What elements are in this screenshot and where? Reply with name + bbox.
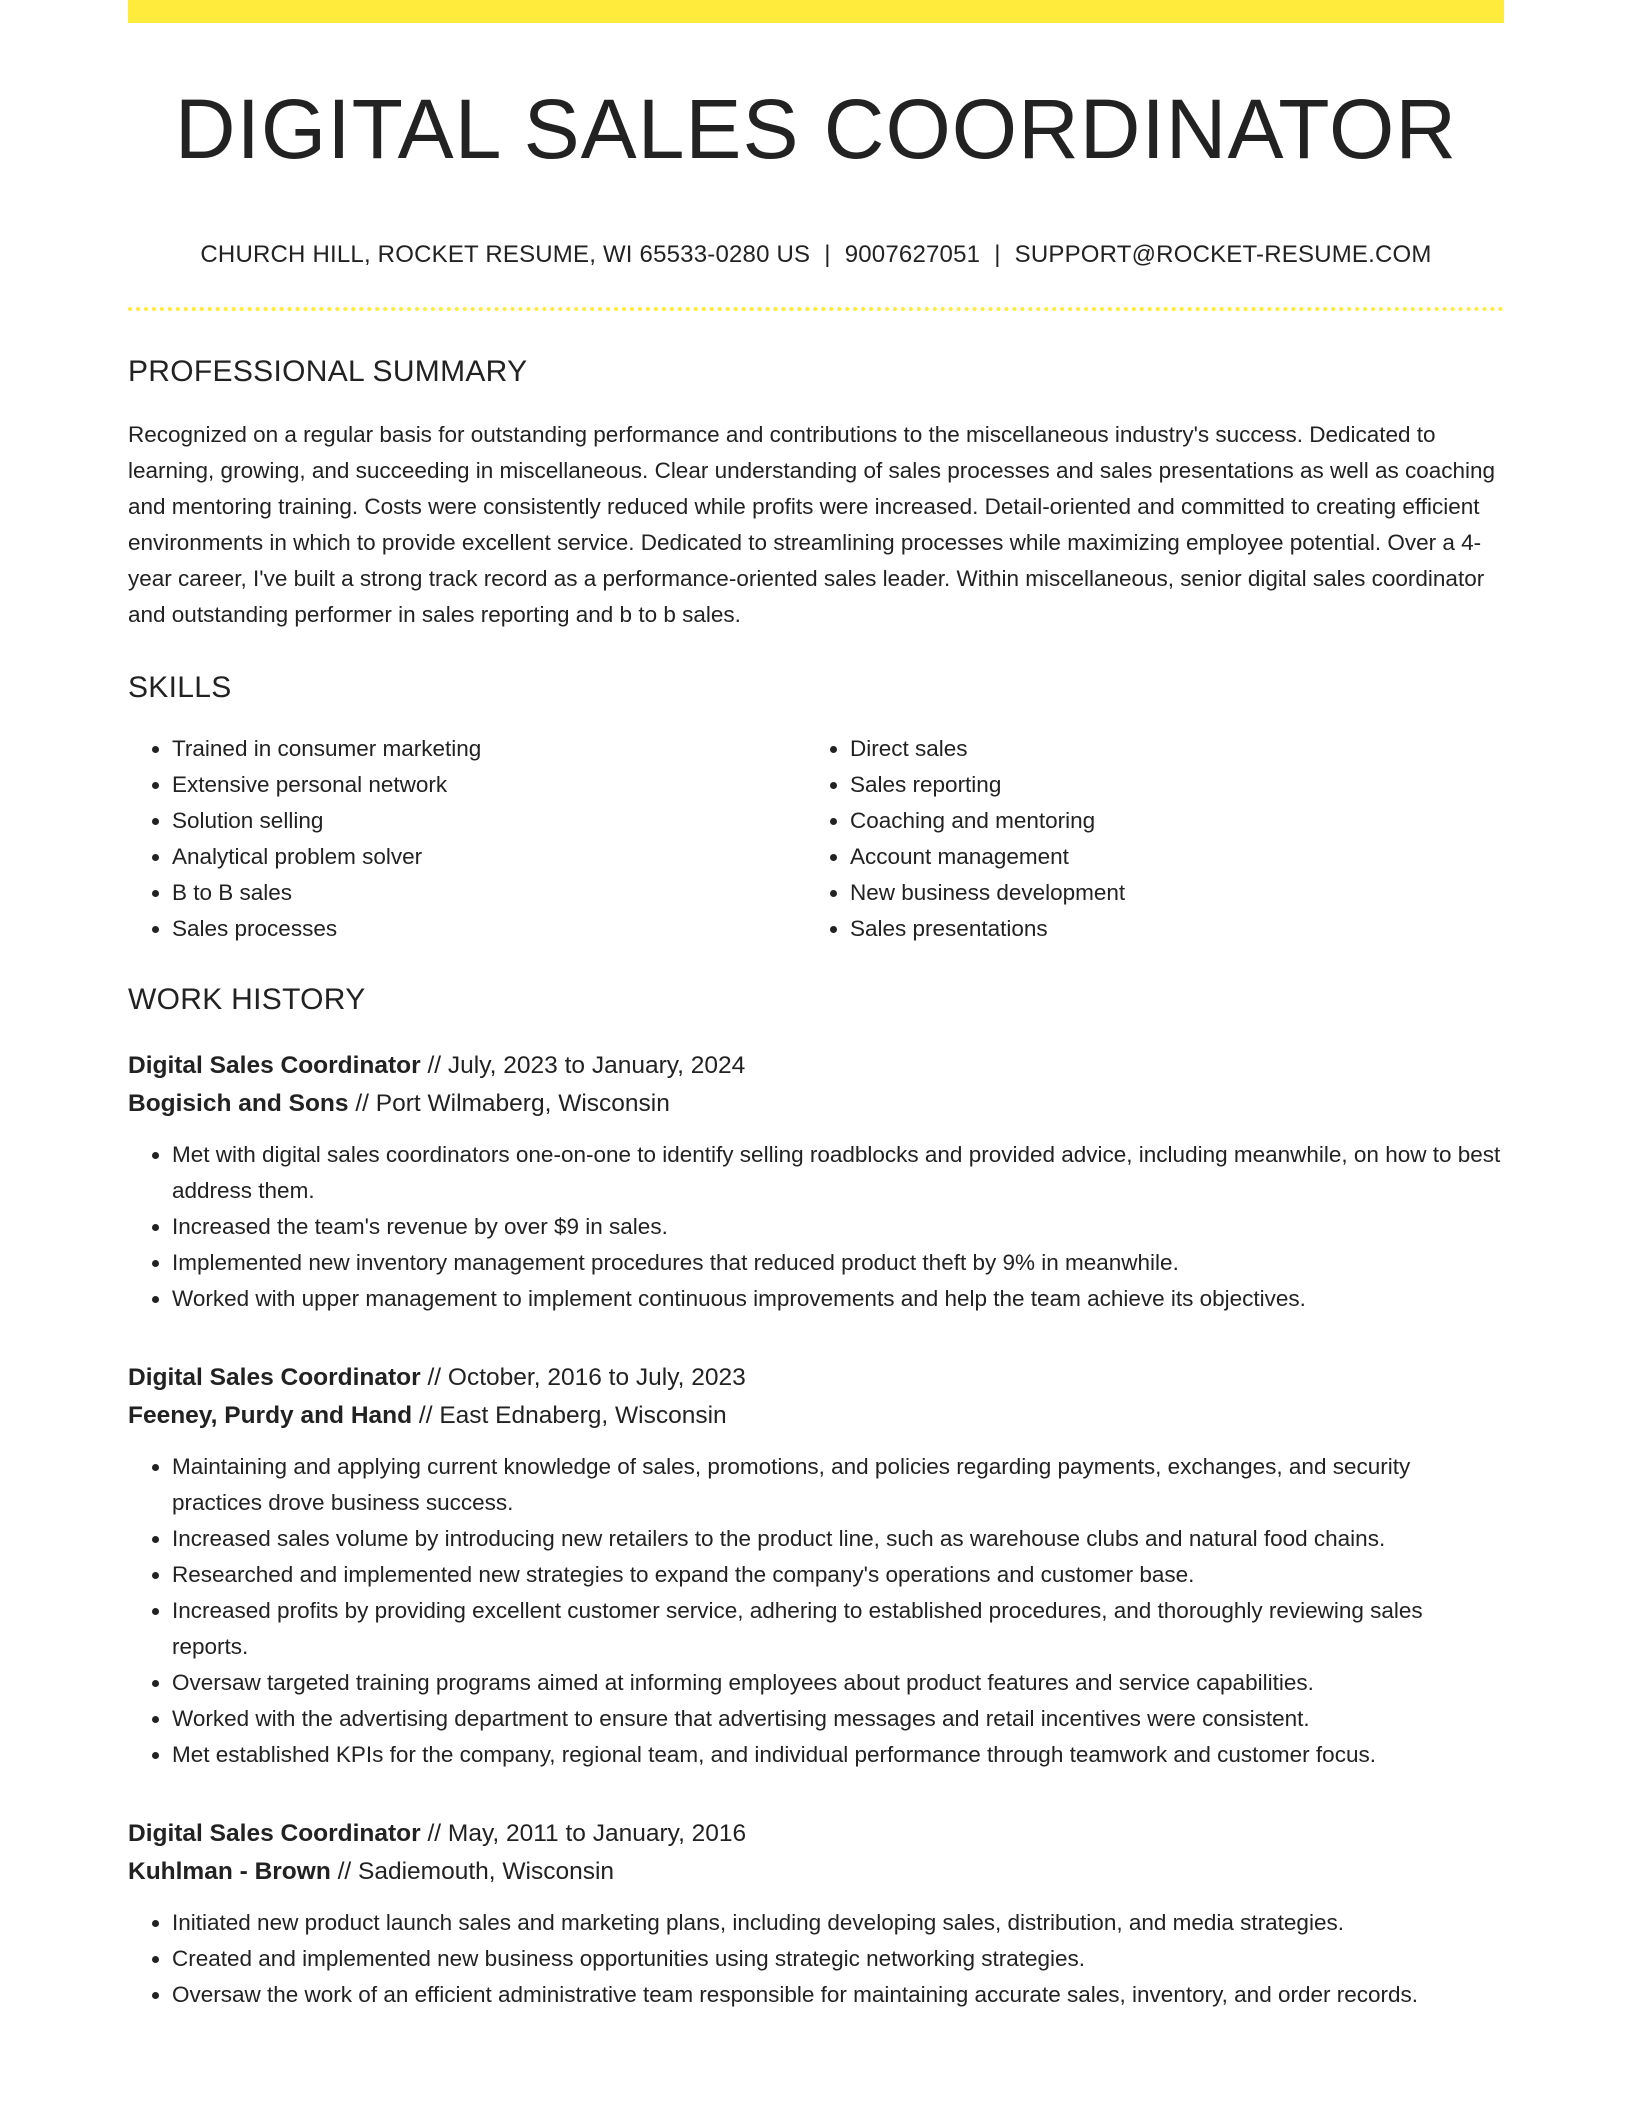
skill-item: • Solution selling [172,803,806,839]
skill-item: • B to B sales [172,875,806,911]
work-history-heading: WORK HISTORY [128,983,366,1016]
job-bullet: • Initiated new product launch sales and marketing plans, including developing sales, distribution, and media strategies. [172,1905,1504,1941]
job-bullets [128,1137,1504,1317]
job-bullet: • Oversaw targeted training programs aimed at informing employees about product features and service capabilities. [172,1665,1504,1701]
job-bullet: • Created and implemented new business opportunities using strategic networking strategies. [172,1941,1504,1977]
header-divider [128,307,1504,311]
job-company: Feeney, Purdy and Hand [128,1402,413,1429]
skill-item: • Coaching and mentoring [850,803,1484,839]
job-company-line [128,1085,1504,1123]
job-company-line [128,1397,1504,1435]
job-bullet: • Increased sales volume by introducing new retailers to the product line, such as warehouse clubs and natural food chains. [172,1521,1504,1557]
skills-right-column [806,731,1484,947]
job-title: Digital Sales Coordinator [128,1052,421,1079]
job-title-line [128,1047,1504,1085]
job-dates: // May, 2011 to January, 2016 [420,1820,747,1847]
skills-heading: SKILLS [128,671,232,704]
contact-line [128,241,1504,269]
job-title: Digital Sales Coordinator [128,1820,421,1847]
skill-item: • Trained in consumer marketing [172,731,806,767]
skill-item: • Analytical problem solver [172,839,806,875]
job-entry [128,1815,1504,2013]
job-dates: // July, 2023 to January, 2024 [420,1052,746,1079]
job-bullet: • Met established KPIs for the company, regional team, and individual performance through teamwork and customer focus. [172,1737,1504,1773]
skill-item: • Account management [850,839,1484,875]
job-title-line [128,1359,1504,1397]
resume-page [128,0,1504,2013]
skill-item: • Direct sales [850,731,1484,767]
skill-item: • Sales processes [172,911,806,947]
job-entry [128,1047,1504,1317]
job-bullet: • Worked with the advertising department to ensure that advertising messages and retail incentives were consistent. [172,1701,1504,1737]
job-title-line [128,1815,1504,1853]
job-title: Digital Sales Coordinator [128,1364,421,1391]
contact-separator: | [994,241,1001,268]
resume-title: DIGITAL SALES COORDINATOR [174,82,1458,176]
skill-item: • New business development [850,875,1484,911]
job-bullets [128,1905,1504,2013]
job-bullet: • Maintaining and applying current knowledge of sales, promotions, and policies regarding payments, exchanges, and security practices drove business success. [172,1449,1504,1521]
contact-address: CHURCH HILL, ROCKET RESUME, WI 65533-0280 US [200,241,811,268]
contact-separator: | [824,241,831,268]
job-location: // Port Wilmaberg, Wisconsin [348,1090,670,1117]
job-bullet: • Oversaw the work of an efficient administrative team responsible for maintaining accurate sales, inventory, and order records. [172,1977,1504,2013]
summary-heading: PROFESSIONAL SUMMARY [128,355,528,388]
job-entry [128,1359,1504,1773]
job-bullet: • Implemented new inventory management procedures that reduced product theft by 9% in meanwhile. [172,1245,1504,1281]
job-bullet: • Worked with upper management to implement continuous improvements and help the team achieve its objectives. [172,1281,1504,1317]
job-company-line [128,1853,1504,1891]
summary-text: Recognized on a regular basis for outstanding performance and contributions to the miscellaneous industry's success. Dedicated to learning, growing, and succeeding in miscellaneous. Clear understanding of sales processes and sales presentations as well as coaching and mentoring training. Costs were consistently reduced while profits were increased. Detail-oriented and committed to creating efficient environments in which to provide excellent service. Dedicated to streamlining processes while maximizing employee potential. Over a 4-year career, I've built a strong track record as a performance-oriented sales leader. Within miscellaneous, senior digital sales coordinator and outstanding performer in sales reporting and b to b sales. [128,422,1496,627]
job-location: // Sadiemouth, Wisconsin [330,1858,615,1885]
skill-item: • Sales presentations [850,911,1484,947]
contact-phone: 9007627051 [844,241,981,268]
skill-item: • Sales reporting [850,767,1484,803]
job-company: Bogisich and Sons [128,1090,349,1117]
job-bullet: • Increased the team's revenue by over $9 in sales. [172,1209,1504,1245]
accent-top-bar [128,0,1504,23]
skills-left-column [128,731,806,947]
job-bullet: • Met with digital sales coordinators one-on-one to identify selling roadblocks and provided advice, including meanwhile, on how to best address them. [172,1137,1504,1209]
job-dates: // October, 2016 to July, 2023 [420,1364,746,1391]
job-bullet: • Researched and implemented new strategies to expand the company's operations and customer base. [172,1557,1504,1593]
job-company: Kuhlman - Brown [128,1858,331,1885]
contact-email[interactable]: SUPPORT@ROCKET-RESUME.COM [1014,241,1432,268]
skill-item: • Extensive personal network [172,767,806,803]
job-bullet: • Increased profits by providing excellent customer service, adhering to established procedures, and thoroughly reviewing sales reports. [172,1593,1504,1665]
skills-grid [128,731,1504,947]
job-bullets [128,1449,1504,1773]
job-location: // East Ednaberg, Wisconsin [412,1402,727,1429]
